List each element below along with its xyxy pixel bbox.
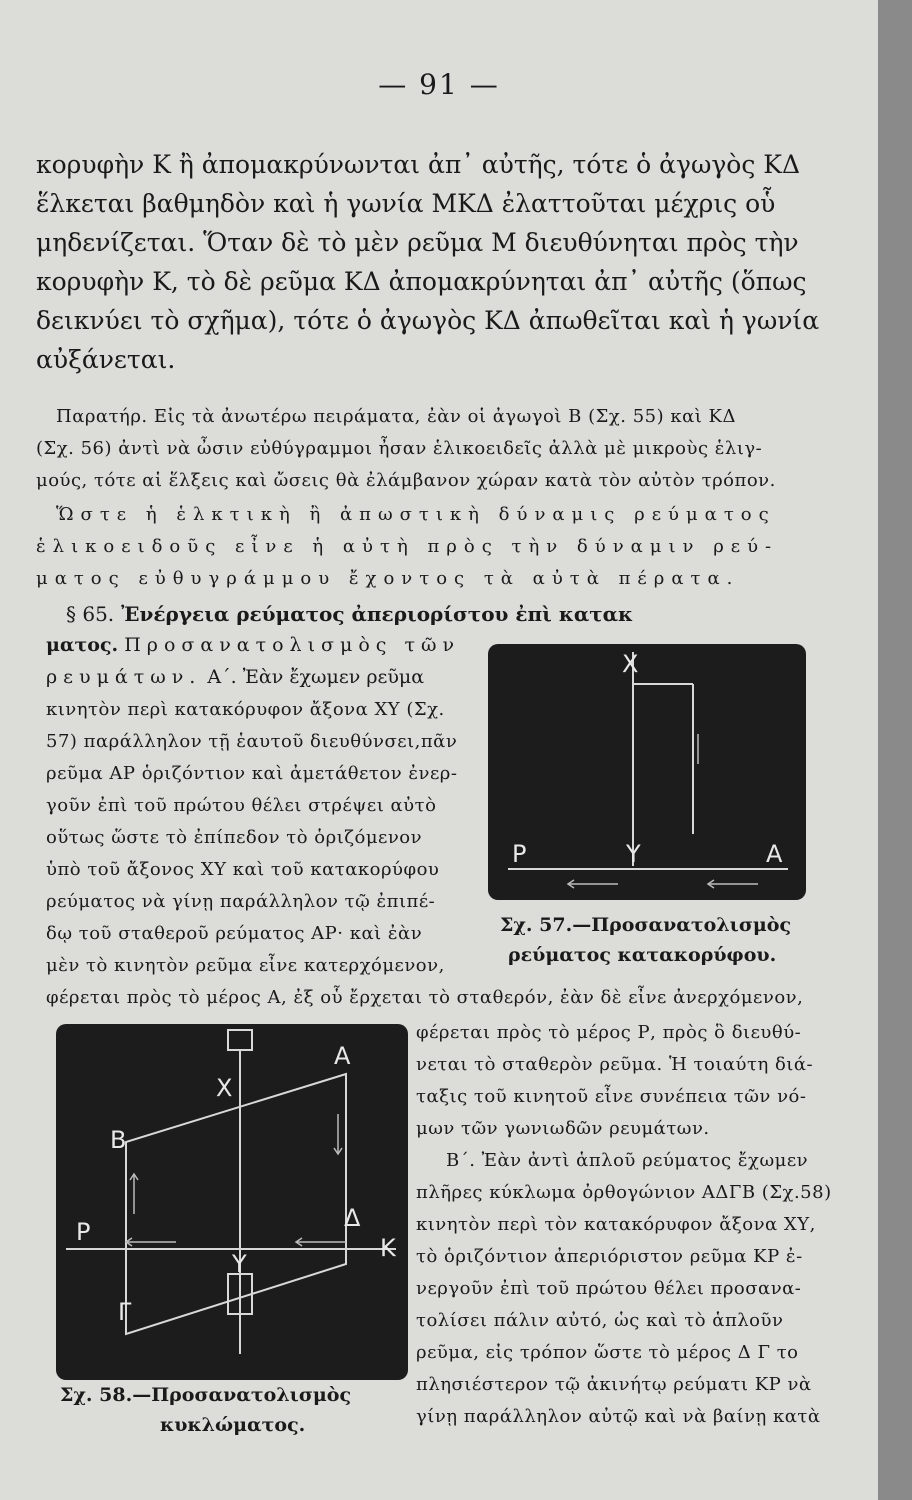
fig57-label-y: Υ [626,840,641,868]
fig58-label-a: Α [334,1042,351,1070]
right-column-line: τὸ ὁριζόντιον ἀπεριόριστον ρεῦμα ΚΡ ἐ- [416,1246,803,1267]
fig58-label-d: Δ [344,1204,361,1232]
remark-line: μούς, τότε αἱ ἕλξεις καὶ ὤσεις θὰ ἐλάμβανον χώραν κατὰ τὸν αὐτὸν τρόπον. [36,470,776,491]
remark-line: (Σχ. 56) ἀντὶ νὰ ὦσιν εὐθύγραμμοι ἦσαν ἑλικοειδεῖς ἀλλὰ μὲ μικροὺς ἑλιγ- [36,438,763,459]
left-column-line: μὲν τὸ κινητὸν ρεῦμα εἶνε κατερχόμενον, [46,955,445,976]
section-title-end: ματος. [46,634,119,656]
right-column-line: ρεῦμα, εἰς τρόπον ὥστε τὸ μέρος Δ Γ το [416,1342,799,1363]
right-column-line: νεργοῦν ἐπὶ τοῦ πρώτου θέλει προσανα- [416,1278,802,1299]
paragraph-line: μηδενίζεται. Ὅταν δὲ τὸ μὲν ρεῦμα Μ διευθύνηται πρὸς τὴν [36,228,799,257]
figure-57 [488,644,806,900]
section-subheading-2 [46,666,424,688]
figure-58 [56,1024,408,1380]
fig58-label-k: Κ [380,1234,396,1262]
fig58-label-p: Ρ [76,1218,91,1246]
left-column-line: οὕτως ὥστε τὸ ἐπίπεδον τὸ ὁριζόμενον [46,827,423,848]
fig58-label-b: Β [110,1126,127,1154]
fig57-caption-number: Σχ. 57.—Προσανατολισμὸς [500,914,792,936]
paragraph-line: ἕλκεται βαθμηδὸν καὶ ἡ γωνία ΜΚΔ ἐλαττοῦται μέχρις οὗ [36,189,776,218]
full-width-line: φέρεται πρὸς τὸ μέρος Α, ἐξ οὗ ἔρχεται τὸ σταθερόν, ἐὰν δὲ εἶνε ἀνερχόμενον, [46,987,804,1008]
left-column-line: ρεῦμα ΑΡ ὁριζόντιον καὶ ἀμετάθετον ἐνερ- [46,763,458,784]
spaced-line: Ὥστε ἡ ἑλκτικὴ ἢ ἀπωστικὴ δύναμις ρεύματος [56,504,776,525]
right-column-line: τολίσει πάλιν αὐτό, ὡς καὶ τὸ ἁπλοῦν [416,1310,784,1331]
spaced-line: ἑλικοειδοῦς εἶνε ἡ αὐτὴ πρὸς τὴν δύναμιν ρεύ- [36,536,779,557]
fig57-label-p: Ρ [512,840,527,868]
left-column-line: ὑπὸ τοῦ ἄξονος ΧΥ καὶ τοῦ κατακορύφου [46,859,440,880]
right-column-line: πλησιέστερον τῷ ἀκινήτῳ ρεύματι ΚΡ νὰ [416,1374,812,1395]
fig58-label-g: Γ [118,1298,132,1326]
left-column-line: γοῦν ἐπὶ τοῦ πρώτου θέλει στρέψει αὐτὸ [46,795,437,816]
right-column-line: Β΄. Ἐὰν ἀντὶ ἁπλοῦ ρεύματος ἔχωμεν [446,1150,809,1171]
section-label-a: Α΄. [207,666,237,688]
right-column-line: πλῆρες κύκλωμα ὀρθογώνιον ΑΔΓΒ (Σχ.58) [416,1182,832,1203]
remark-line: Παρατήρ. Εἰς τὰ ἀνωτέρω πειράματα, ἐὰν οἱ ἀγωγοὶ Β (Σχ. 55) καὶ ΚΔ [56,406,736,427]
section-subtitle: Προσανατολισμὸς τῶν [124,634,461,656]
figure-58-drawing [56,1024,408,1380]
right-column-line: ταξις τοῦ κινητοῦ εἶνε συνέπεια τῶν νό- [416,1086,807,1107]
right-column-line: φέρεται πρὸς τὸ μέρος Ρ, πρὸς ὃ διευθύ- [416,1022,802,1043]
fig57-label-x: Χ [622,650,639,678]
figure-57-drawing [488,644,806,900]
section-title: Ἐνέργεια ρεύματος ἀπεριορίστου ἐπὶ κατακ [121,602,634,626]
section-number: § 65. [66,602,115,626]
spaced-line: ματος εὐθυγράμμου ἔχοντος τὰ αὐτὰ πέρατα. [36,568,740,589]
fig58-caption [60,1384,351,1406]
right-column-line: νεται τὸ σταθερὸν ρεῦμα. Ἡ τοιαύτη διά- [416,1054,814,1075]
page-number: — 91 — [378,68,500,101]
paragraph-line: κορυφὴν Κ, τὸ δὲ ρεῦμα ΚΔ ἀπομακρύνηται ἀπ᾿ αὐτῆς (ὅπως [36,267,807,296]
section-subheading [46,634,460,656]
left-column-line: δῳ τοῦ σταθεροῦ ρεύματος ΑΡ· καὶ ἐὰν [46,923,423,944]
fig58-caption-title: κυκλώματος. [160,1414,306,1436]
fig58-caption-number: Σχ. 58.—Προσανατολισμὸς [60,1384,352,1406]
right-column-line: γίνῃ παράλληλον αὐτῷ καὶ νὰ βαίνῃ κατὰ [416,1406,821,1427]
left-column-line: κινητὸν περὶ κατακόρυφον ἄξονα ΧΥ (Σχ. [46,699,445,720]
left-column-line: 57) παράλληλον τῇ ἑαυτοῦ διευθύνσει,πᾶν [46,731,458,752]
left-column-line: ρεύματος νὰ γίνῃ παράλληλον τῷ ἐπιπέ- [46,891,436,912]
fig57-caption-title: ρεύματος κατακορύφου. [508,944,777,966]
section-heading [66,602,633,626]
paragraph-line: δεικνύει τὸ σχῆμα), τότε ὁ ἀγωγὸς ΚΔ ἀπωθεῖται καὶ ἡ γωνία [36,306,820,335]
right-column-line: μων τῶν γωνιωδῶν ρευμάτων. [416,1118,710,1139]
fig57-label-a: Α [766,840,783,868]
paragraph-line: αὐξάνεται. [36,345,176,374]
left-column-line: Ἐὰν ἔχωμεν ρεῦμα [242,666,425,688]
page-edge [878,0,912,1500]
fig57-caption [500,914,791,936]
section-subtitle-end: ρευμάτων. [46,666,202,688]
fig58-label-x: Χ [216,1074,233,1102]
right-column-line: κινητὸν περὶ τὸν κατακόρυφον ἄξονα ΧΥ, [416,1214,816,1235]
fig58-label-y: Υ [232,1250,247,1278]
paragraph-line: κορυφὴν Κ ἢ ἀπομακρύνωνται ἀπ᾿ αὐτῆς, τότε ὁ ἀγωγὸς ΚΔ [36,150,801,179]
